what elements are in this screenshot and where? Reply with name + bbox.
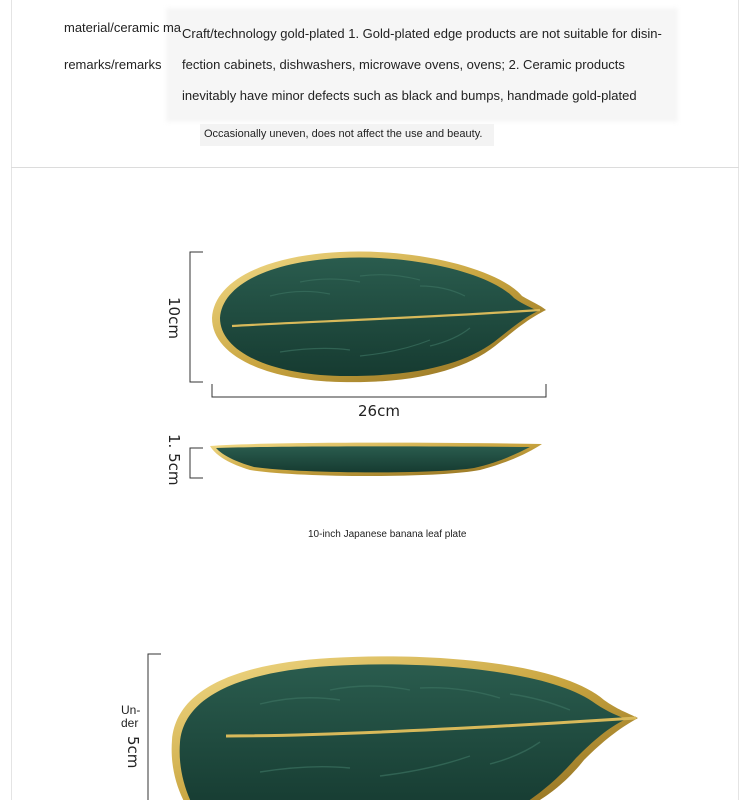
- craft-line: inevitably have minor defects such as black and bumps, handmade gold-plated: [182, 88, 637, 103]
- height-dimension-label: 10cm: [165, 297, 183, 339]
- product-caption: 10-inch Japanese banana leaf plate: [308, 529, 467, 540]
- leaf-plate-side-view: [210, 443, 542, 476]
- remarks-label: remarks/remarks: [64, 57, 162, 72]
- under-label-line: Un-: [121, 703, 141, 717]
- leaf-plate-large: [172, 656, 638, 800]
- length-dimension-label: 26cm: [358, 402, 400, 420]
- craft-line: fection cabinets, dishwashers, microwave ovens, ovens; 2. Ceramic products: [182, 57, 625, 72]
- defect-note: Occasionally uneven, does not affect the use and beauty.: [204, 128, 483, 140]
- height-dimension-label-2: 5cm: [124, 736, 142, 769]
- depth-dimension-label: 1. 5cm: [165, 434, 183, 486]
- leaf-plate-top-view: [212, 252, 546, 383]
- under-label-line: der: [121, 716, 139, 730]
- craft-line: Craft/technology gold-plated 1. Gold-plated edge products are not suitable for disin-: [182, 26, 662, 41]
- dimension-lines-2: [148, 654, 161, 800]
- under-label: [121, 704, 140, 730]
- material-label: material/ceramic ma: [64, 20, 182, 35]
